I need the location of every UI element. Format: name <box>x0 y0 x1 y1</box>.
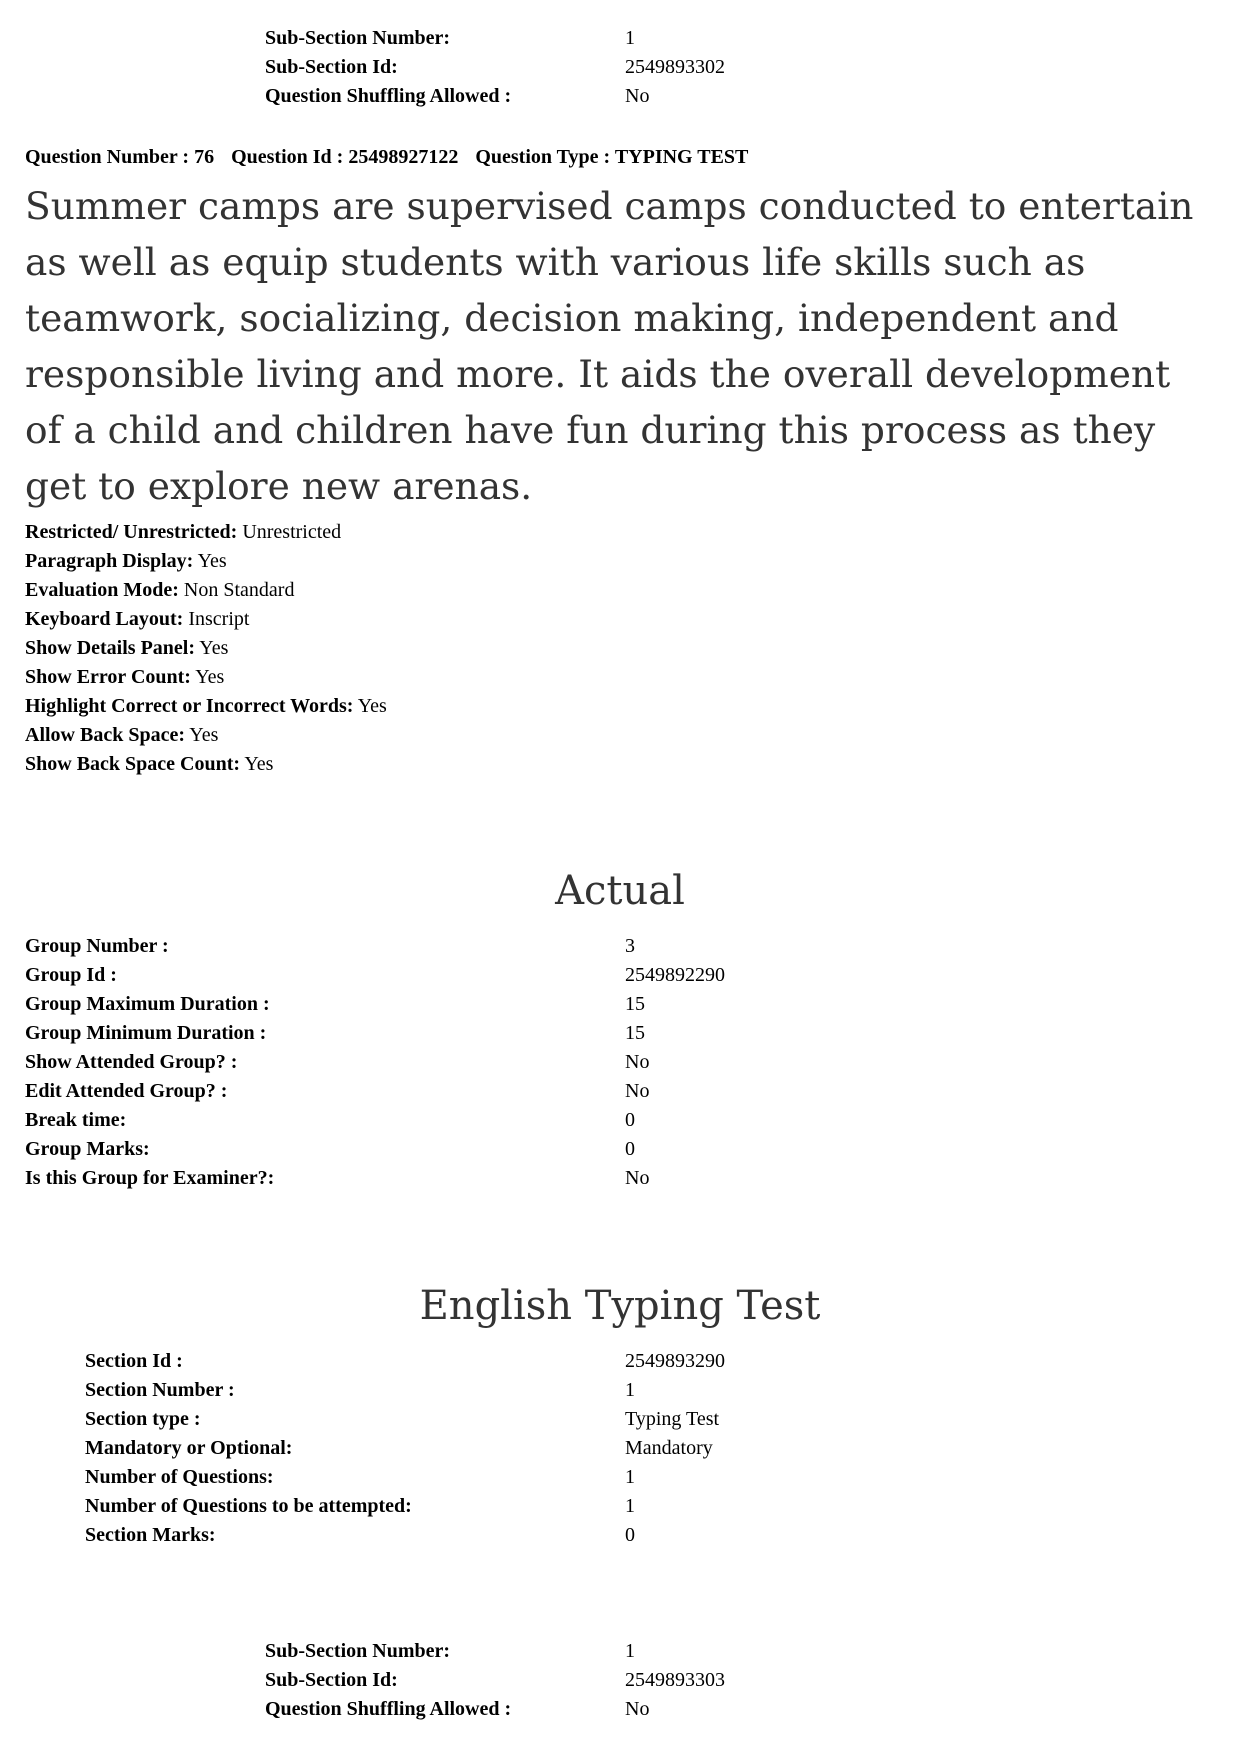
field-value: 0 <box>625 1138 635 1160</box>
field-label: Sub-Section Number: <box>265 27 451 49</box>
subsection-id-row <box>265 1666 965 1695</box>
field-value: 2549892290 <box>625 964 725 986</box>
field-value: 1 <box>625 1640 635 1662</box>
passage-line: of a child and children have fun during this process as they <box>25 408 1156 452</box>
field-label: Group Minimum Duration : <box>25 1022 267 1044</box>
property-label: Highlight Correct or Incorrect Words: <box>25 695 354 717</box>
field-label: Section Marks: <box>85 1524 216 1546</box>
field-label: Section type : <box>85 1408 201 1430</box>
field-label: Sub-Section Id: <box>265 1669 398 1691</box>
field-label: Question Shuffling Allowed : <box>265 1698 512 1720</box>
property-row <box>25 721 387 750</box>
field-label: Section Id : <box>85 1350 183 1372</box>
field-label: Sub-Section Number: <box>265 1640 451 1662</box>
section-row <box>85 1347 985 1376</box>
group-heading: Actual <box>555 868 685 914</box>
property-row <box>25 634 387 663</box>
section-row <box>85 1492 985 1521</box>
field-value: No <box>625 85 650 107</box>
property-value: Unrestricted <box>242 521 342 543</box>
field-value: 0 <box>625 1109 635 1131</box>
group-row <box>25 1019 1025 1048</box>
passage-line: get to explore new arenas. <box>25 464 533 508</box>
property-value: Yes <box>197 550 227 572</box>
field-label: Group Number : <box>25 935 169 957</box>
field-value: No <box>625 1698 650 1720</box>
section-info <box>85 1347 985 1550</box>
field-value: No <box>625 1051 650 1073</box>
question-header <box>25 146 760 169</box>
group-row <box>25 990 1025 1019</box>
field-value: 2549893302 <box>625 56 725 78</box>
field-value: 15 <box>625 993 645 1015</box>
group-info <box>25 932 1025 1193</box>
subsection-info-top <box>265 24 965 111</box>
group-row <box>25 932 1025 961</box>
field-value: 15 <box>625 1022 645 1044</box>
field-value: 2549893290 <box>625 1350 725 1372</box>
field-value: Typing Test <box>625 1408 720 1430</box>
field-label: Group Marks: <box>25 1138 150 1160</box>
group-row <box>25 1048 1025 1077</box>
property-row <box>25 547 387 576</box>
question-number: Question Number : 76 <box>25 146 215 168</box>
question-properties <box>25 518 387 779</box>
field-label: Show Attended Group? : <box>25 1051 238 1073</box>
field-label: Group Id : <box>25 964 117 986</box>
field-label: Break time: <box>25 1109 127 1131</box>
subsection-info-bottom <box>265 1637 965 1724</box>
property-row <box>25 750 387 779</box>
field-value: 2549893303 <box>625 1669 725 1691</box>
passage-line: teamwork, socializing, decision making, independent and <box>25 296 1119 340</box>
question-type: Question Type : TYPING TEST <box>475 146 749 168</box>
field-value: No <box>625 1080 650 1102</box>
field-label: Section Number : <box>85 1379 235 1401</box>
property-row <box>25 692 387 721</box>
question-shuffling-row <box>265 1695 965 1724</box>
field-label: Group Maximum Duration : <box>25 993 270 1015</box>
section-row <box>85 1434 985 1463</box>
property-label: Allow Back Space: <box>25 724 185 746</box>
typing-passage <box>25 178 1225 514</box>
section-heading: English Typing Test <box>419 1283 821 1329</box>
property-label: Show Error Count: <box>25 666 191 688</box>
group-row <box>25 1135 1025 1164</box>
subsection-number-row <box>265 1637 965 1666</box>
field-label: Mandatory or Optional: <box>85 1437 293 1459</box>
field-value: 1 <box>625 1379 635 1401</box>
subsection-id-row <box>265 53 965 82</box>
field-label: Edit Attended Group? : <box>25 1080 228 1102</box>
field-value: Mandatory <box>625 1437 713 1459</box>
property-label: Show Back Space Count: <box>25 753 241 775</box>
field-value: 1 <box>625 1495 635 1517</box>
group-row <box>25 1106 1025 1135</box>
property-value: Yes <box>357 695 387 717</box>
field-label: Sub-Section Id: <box>265 56 398 78</box>
property-row <box>25 605 387 634</box>
group-row <box>25 961 1025 990</box>
passage-line: Summer camps are supervised camps conducted to entertain <box>25 184 1194 228</box>
property-row <box>25 518 387 547</box>
field-label: Number of Questions: <box>85 1466 274 1488</box>
section-row <box>85 1376 985 1405</box>
property-value: Non Standard <box>183 579 295 601</box>
field-value: No <box>625 1167 650 1189</box>
field-value: 1 <box>625 1466 635 1488</box>
property-value: Inscript <box>188 608 250 630</box>
property-label: Restricted/ Unrestricted: <box>25 521 238 543</box>
field-label: Number of Questions to be attempted: <box>85 1495 412 1517</box>
field-value: 1 <box>625 27 635 49</box>
question-shuffling-row <box>265 82 965 111</box>
property-value: Yes <box>195 666 225 688</box>
property-label: Evaluation Mode: <box>25 579 179 601</box>
property-row <box>25 663 387 692</box>
section-row <box>85 1521 985 1550</box>
property-label: Paragraph Display: <box>25 550 194 572</box>
section-row <box>85 1463 985 1492</box>
subsection-number-row <box>265 24 965 53</box>
property-value: Yes <box>189 724 219 746</box>
question-id: Question Id : 25498927122 <box>231 146 459 168</box>
passage-line: responsible living and more. It aids the overall development <box>25 352 1171 396</box>
field-value: 3 <box>625 935 635 957</box>
section-row <box>85 1405 985 1434</box>
property-value: Yes <box>244 753 274 775</box>
property-row <box>25 576 387 605</box>
property-label: Show Details Panel: <box>25 637 195 659</box>
group-row <box>25 1164 1025 1193</box>
field-label: Is this Group for Examiner?: <box>25 1167 275 1189</box>
field-value: 0 <box>625 1524 635 1546</box>
property-label: Keyboard Layout: <box>25 608 184 630</box>
passage-line: as well as equip students with various life skills such as <box>25 240 1086 284</box>
property-value: Yes <box>199 637 229 659</box>
group-row <box>25 1077 1025 1106</box>
field-label: Question Shuffling Allowed : <box>265 85 512 107</box>
